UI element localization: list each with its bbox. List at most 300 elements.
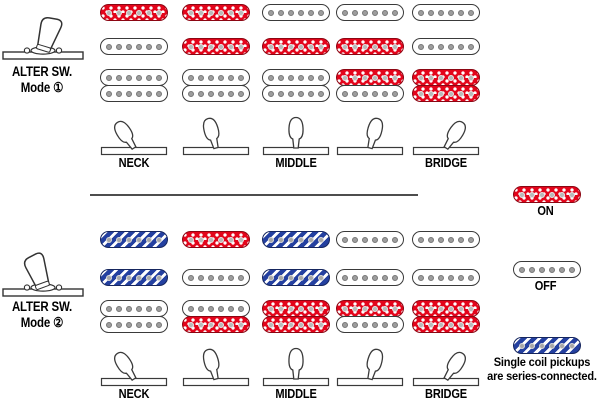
pole-piece [392,306,398,312]
mode2-pos2-neck-pickup [182,231,250,248]
pole-piece [126,306,132,312]
pole-piece [308,322,314,328]
mode1-pos4-bridge-humbucker-bottom-coil [336,85,404,102]
mode2-pos5-middle-pickup [412,269,480,286]
pole-piece [218,322,224,328]
pole-piece [352,44,358,50]
pole-piece [146,75,152,81]
pole-piece [458,91,464,97]
pole-piece [382,91,388,97]
mode2-pos4-middle-pickup [336,269,404,286]
pole-piece [468,91,474,97]
pole-piece [468,275,474,281]
pole-piece [569,343,575,349]
pole-piece [146,237,152,243]
pole-piece [278,306,284,312]
pole-piece [428,275,434,281]
pole-piece [208,10,214,16]
mode1-pos2-middle-pickup [182,38,250,55]
pole-piece [519,343,525,349]
pole-piece [126,237,132,243]
pole-piece [238,44,244,50]
pole-piece [342,75,348,81]
pole-piece [146,44,152,50]
pole-piece [288,322,294,328]
mode1-pos3-neck-pickup [262,4,330,21]
pole-piece [342,237,348,243]
pole-piece [288,10,294,16]
pole-piece [188,10,194,16]
mode1-pos1-bridge-humbucker-bottom-coil [100,85,168,102]
pole-piece [146,275,152,281]
pole-piece [559,192,565,198]
pole-piece [392,322,398,328]
mode1-pos1-position-label: NECK [118,155,150,170]
alter-switch-label-mode2: ALTER SW. [11,299,73,314]
pole-piece [468,237,474,243]
pole-piece [136,322,142,328]
pole-piece [146,10,152,16]
legend-on-label: ON [537,203,554,218]
pole-piece [418,306,424,312]
pole-piece [116,10,122,16]
pole-piece [438,275,444,281]
pole-piece [352,306,358,312]
pole-piece [529,267,535,273]
mode2-pos5-neck-pickup [412,231,480,248]
mode2-pos5-bridge-humbucker-bottom-coil [412,316,480,333]
pole-piece [238,237,244,243]
pole-piece [372,275,378,281]
pole-piece [228,275,234,281]
pole-piece [468,306,474,312]
pole-piece [448,10,454,16]
pole-piece [268,306,274,312]
mode2-pos1-selector-lever-icon [100,343,168,387]
mode2-pos3-bridge-humbucker-top-coil [262,300,330,317]
pole-piece [136,91,142,97]
pole-piece [392,237,398,243]
mode2-pos4-neck-pickup [336,231,404,248]
mode1-pos2-bridge-humbucker-bottom-coil [182,85,250,102]
pole-piece [308,306,314,312]
pole-piece [569,267,575,273]
mode2-pos2-bridge-humbucker-top-coil [182,300,250,317]
mode2-pos3-position-label: MIDDLE [275,386,317,401]
pole-piece [116,306,122,312]
pole-piece [519,267,525,273]
pole-piece [278,237,284,243]
pole-piece [228,75,234,81]
pole-piece [136,10,142,16]
pole-piece [362,322,368,328]
mode2-pos1-bridge-humbucker-bottom-coil [100,316,168,333]
pole-piece [238,275,244,281]
pole-piece [298,237,304,243]
pole-piece [208,275,214,281]
pole-piece [146,91,152,97]
alter-switch-label-mode1: ALTER SW. [11,64,73,79]
pole-piece [298,75,304,81]
mode2-pos1-middle-pickup [100,269,168,286]
pole-piece [198,91,204,97]
legend-on-pickup [513,186,581,203]
mode1-pos3-bridge-humbucker-top-coil [262,69,330,86]
pole-piece [146,306,152,312]
pole-piece [228,44,234,50]
pole-piece [342,44,348,50]
pole-piece [458,44,464,50]
pole-piece [238,75,244,81]
pole-piece [156,237,162,243]
pole-piece [392,75,398,81]
pole-piece [438,44,444,50]
pole-piece [418,237,424,243]
legend-off-pickup [513,261,581,278]
pole-piece [372,91,378,97]
pole-piece [559,343,565,349]
mode2-pos4-selector-lever-icon [336,343,404,387]
pole-piece [352,75,358,81]
pole-piece [188,306,194,312]
pole-piece [392,275,398,281]
pole-piece [549,192,555,198]
pole-piece [549,343,555,349]
pole-piece [428,322,434,328]
pole-piece [136,237,142,243]
pole-piece [228,237,234,243]
mode1-pos5-selector-lever-icon [412,112,480,156]
pole-piece [116,275,122,281]
pole-piece [218,275,224,281]
pole-piece [372,306,378,312]
pole-piece [362,237,368,243]
pole-piece [382,10,388,16]
pole-piece [188,237,194,243]
pole-piece [198,44,204,50]
pole-piece [318,10,324,16]
pole-piece [382,275,388,281]
mode2-pos1-bridge-humbucker-top-coil [100,300,168,317]
mode2-pos3-middle-pickup [262,269,330,286]
legend-series-note-line2: are series-connected. [487,369,597,383]
pole-piece [392,10,398,16]
pole-piece [418,75,424,81]
pole-piece [448,306,454,312]
pole-piece [188,322,194,328]
mode2-pos1-position-label: NECK [118,386,150,401]
mode1-pos4-bridge-humbucker-top-coil [336,69,404,86]
pole-piece [198,237,204,243]
mode-number-mode2: Mode ② [20,315,64,330]
pole-piece [106,322,112,328]
pole-piece [228,306,234,312]
pole-piece [238,91,244,97]
pole-piece [298,91,304,97]
pole-piece [208,44,214,50]
pole-piece [288,75,294,81]
mode1-pos2-neck-pickup [182,4,250,21]
pole-piece [126,91,132,97]
pole-piece [428,306,434,312]
pole-piece [288,306,294,312]
pole-piece [352,10,358,16]
pole-piece [106,237,112,243]
mode2-pos4-bridge-humbucker-bottom-coil [336,316,404,333]
pole-piece [288,91,294,97]
pole-piece [392,91,398,97]
pole-piece [468,10,474,16]
pole-piece [136,75,142,81]
pole-piece [458,275,464,281]
pole-piece [218,91,224,97]
pole-piece [352,237,358,243]
legend-off-label: OFF [534,278,557,293]
pole-piece [448,322,454,328]
pole-piece [188,75,194,81]
pole-piece [208,322,214,328]
pole-piece [116,237,122,243]
pole-piece [448,237,454,243]
pole-piece [438,91,444,97]
pole-piece [418,275,424,281]
pole-piece [116,322,122,328]
legend-series-pickup [513,337,581,354]
pole-piece [208,237,214,243]
pole-piece [438,10,444,16]
pole-piece [372,322,378,328]
pole-piece [116,44,122,50]
mode2-pos3-neck-pickup [262,231,330,248]
pole-piece [362,10,368,16]
pole-piece [198,75,204,81]
pole-piece [238,306,244,312]
mode-number-mode1: Mode ① [20,80,64,95]
pole-piece [228,91,234,97]
pole-piece [208,306,214,312]
pole-piece [218,237,224,243]
pole-piece [539,267,545,273]
pole-piece [539,192,545,198]
pole-piece [188,44,194,50]
pole-piece [278,275,284,281]
pole-piece [188,275,194,281]
pole-piece [418,10,424,16]
mode2-pos4-bridge-humbucker-top-coil [336,300,404,317]
pole-piece [228,10,234,16]
mode2-pos5-bridge-humbucker-top-coil [412,300,480,317]
mode1-pos1-selector-lever-icon [100,112,168,156]
pole-piece [198,275,204,281]
pole-piece [126,44,132,50]
pole-piece [268,91,274,97]
pole-piece [342,10,348,16]
pole-piece [428,75,434,81]
pole-piece [218,10,224,16]
pole-piece [448,44,454,50]
pole-piece [318,237,324,243]
mode2-pos3-selector-lever-icon [262,343,330,387]
pole-piece [268,44,274,50]
pole-piece [106,75,112,81]
pole-piece [539,343,545,349]
pole-piece [288,44,294,50]
section-divider [90,194,418,196]
pole-piece [428,44,434,50]
pole-piece [458,237,464,243]
pole-piece [116,75,122,81]
pole-piece [468,322,474,328]
pole-piece [218,44,224,50]
pole-piece [218,75,224,81]
pole-piece [198,306,204,312]
pole-piece [529,192,535,198]
pole-piece [126,10,132,16]
mode2-pos5-selector-lever-icon [412,343,480,387]
pole-piece [298,322,304,328]
pole-piece [268,10,274,16]
mode1-pos1-middle-pickup [100,38,168,55]
pole-piece [438,237,444,243]
pole-piece [278,10,284,16]
mode1-pos5-bridge-humbucker-top-coil [412,69,480,86]
pole-piece [519,192,525,198]
pole-piece [352,275,358,281]
pole-piece [126,275,132,281]
pole-piece [549,267,555,273]
pole-piece [438,75,444,81]
pole-piece [228,322,234,328]
pole-piece [318,306,324,312]
pole-piece [288,275,294,281]
alter-switch-toggle-mode1 [1,9,85,63]
pole-piece [372,44,378,50]
mode1-pos5-middle-pickup [412,38,480,55]
pole-piece [278,75,284,81]
mode1-pos1-neck-pickup [100,4,168,21]
mode1-pos2-selector-lever-icon [182,112,250,156]
pole-piece [106,10,112,16]
pole-piece [156,322,162,328]
pole-piece [156,91,162,97]
pole-piece [298,275,304,281]
pole-piece [268,237,274,243]
mode2-pos1-neck-pickup [100,231,168,248]
pole-piece [308,44,314,50]
mode1-pos3-selector-lever-icon [262,112,330,156]
pole-piece [278,44,284,50]
pole-piece [278,322,284,328]
pole-piece [136,306,142,312]
pole-piece [156,275,162,281]
pole-piece [382,306,388,312]
pole-piece [308,237,314,243]
pole-piece [392,44,398,50]
mode2-pos3-bridge-humbucker-bottom-coil [262,316,330,333]
pole-piece [448,75,454,81]
pole-piece [529,343,535,349]
mode1-pos3-middle-pickup [262,38,330,55]
pole-piece [448,91,454,97]
mode2-pos5-position-label: BRIDGE [425,386,467,401]
pole-piece [208,91,214,97]
pole-piece [372,10,378,16]
pole-piece [458,75,464,81]
pole-piece [198,322,204,328]
pole-piece [278,91,284,97]
mode1-pos3-bridge-humbucker-bottom-coil [262,85,330,102]
pole-piece [106,91,112,97]
pole-piece [428,10,434,16]
pole-piece [468,75,474,81]
mode1-pos4-neck-pickup [336,4,404,21]
pole-piece [218,306,224,312]
pole-piece [352,91,358,97]
mode1-pos5-bridge-humbucker-bottom-coil [412,85,480,102]
pole-piece [318,44,324,50]
pole-piece [438,306,444,312]
pole-piece [136,44,142,50]
pole-piece [362,275,368,281]
mode1-pos2-bridge-humbucker-top-coil [182,69,250,86]
pole-piece [559,267,565,273]
pole-piece [268,75,274,81]
pole-piece [146,322,152,328]
pole-piece [372,237,378,243]
pole-piece [156,306,162,312]
pole-piece [298,44,304,50]
pole-piece [382,237,388,243]
pole-piece [126,322,132,328]
pole-piece [308,275,314,281]
pole-piece [458,306,464,312]
pole-piece [198,10,204,16]
pole-piece [428,91,434,97]
pole-piece [382,44,388,50]
pole-piece [458,322,464,328]
mode2-pos2-middle-pickup [182,269,250,286]
pole-piece [156,75,162,81]
pole-piece [342,306,348,312]
pole-piece [362,44,368,50]
pole-piece [342,322,348,328]
pole-piece [188,91,194,97]
legend-series-note-line1: Single coil pickups [493,355,591,369]
pole-piece [238,10,244,16]
pole-piece [318,75,324,81]
mode1-pos1-bridge-humbucker-top-coil [100,69,168,86]
pole-piece [208,75,214,81]
pole-piece [308,10,314,16]
pole-piece [372,75,378,81]
pole-piece [318,275,324,281]
pole-piece [428,237,434,243]
pole-piece [126,75,132,81]
pole-piece [569,192,575,198]
pole-piece [418,322,424,328]
pole-piece [106,306,112,312]
pole-piece [308,91,314,97]
pole-piece [382,322,388,328]
pole-piece [418,44,424,50]
pole-piece [362,75,368,81]
mode1-pos4-middle-pickup [336,38,404,55]
pole-piece [438,322,444,328]
mode1-pos3-position-label: MIDDLE [275,155,317,170]
pole-piece [116,91,122,97]
pole-piece [156,44,162,50]
mode1-pos5-position-label: BRIDGE [425,155,467,170]
